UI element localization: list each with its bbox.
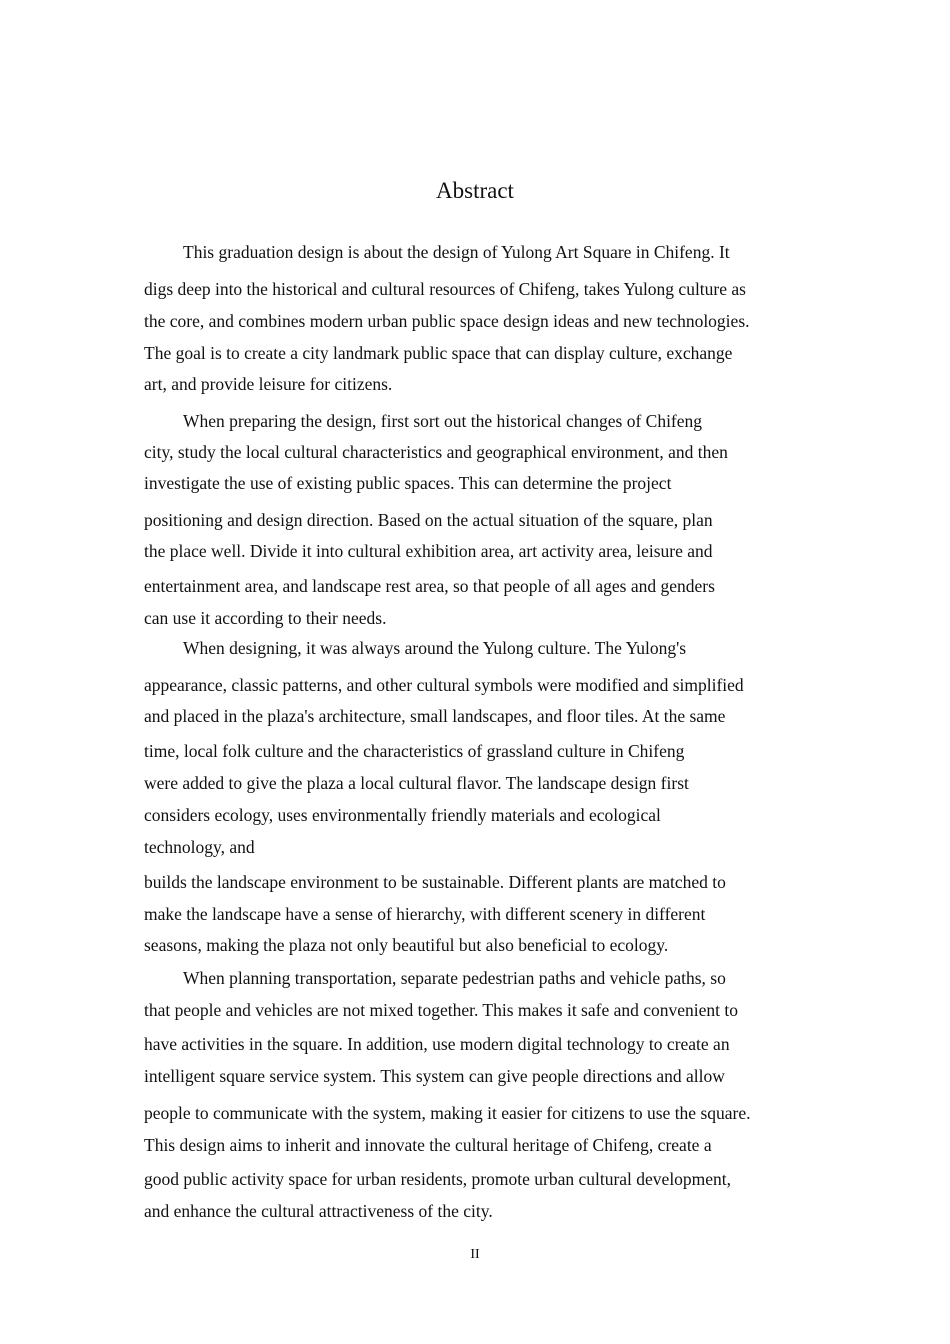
body-line: This graduation design is about the design of Yulong Art Square in Chifeng. It: [183, 242, 730, 262]
body-line: technology, and: [144, 837, 255, 857]
body-line: were added to give the plaza a local cultural flavor. The landscape design first: [144, 773, 689, 793]
body-line: have activities in the square. In addition, use modern digital technology to create an: [144, 1034, 730, 1054]
body-line: city, study the local cultural characteristics and geographical environment, and then: [144, 442, 728, 462]
body-line: can use it according to their needs.: [144, 608, 387, 628]
body-line: that people and vehicles are not mixed together. This makes it safe and convenient to: [144, 1000, 739, 1020]
body-line: the core, and combines modern urban public space design ideas and new technologies.: [144, 311, 750, 331]
body-line: appearance, classic patterns, and other cultural symbols were modified and simplified: [144, 675, 744, 695]
body-line: This design aims to inherit and innovate the cultural heritage of Chifeng, create a: [144, 1135, 712, 1155]
body-line: and placed in the plaza's architecture, small landscapes, and floor tiles. At the same: [144, 706, 726, 726]
body-line: positioning and design direction. Based on the actual situation of the square, plan: [144, 510, 713, 530]
page-number: II: [470, 1247, 480, 1262]
body-line: When designing, it was always around the Yulong culture. The Yulong's: [183, 638, 687, 658]
body-line: seasons, making the plaza not only beautiful but also beneficial to ecology.: [144, 935, 669, 955]
body-line: time, local folk culture and the characteristics of grassland culture in Chifeng: [144, 741, 685, 761]
body-line: intelligent square service system. This system can give people directions and allow: [144, 1066, 725, 1086]
body-line: investigate the use of existing public spaces. This can determine the project: [144, 473, 672, 493]
page-title: Abstract: [436, 178, 514, 203]
body-line: people to communicate with the system, making it easier for citizens to use the square.: [144, 1103, 751, 1123]
body-line: entertainment area, and landscape rest area, so that people of all ages and genders: [144, 576, 715, 596]
body-line: and enhance the cultural attractiveness of the city.: [144, 1201, 493, 1221]
body-line: When preparing the design, first sort out the historical changes of Chifeng: [183, 411, 703, 431]
body-line: The goal is to create a city landmark public space that can display culture, exchange: [144, 343, 733, 363]
body-line: make the landscape have a sense of hierarchy, with different scenery in different: [144, 904, 706, 924]
body-line: When planning transportation, separate pedestrian paths and vehicle paths, so: [183, 968, 726, 988]
body-line: digs deep into the historical and cultural resources of Chifeng, takes Yulong culture as: [144, 279, 746, 299]
body-line: builds the landscape environment to be sustainable. Different plants are matched to: [144, 872, 726, 892]
body-line: the place well. Divide it into cultural exhibition area, art activity area, leisure and: [144, 541, 713, 561]
body-line: good public activity space for urban residents, promote urban cultural development,: [144, 1169, 732, 1189]
body-line: art, and provide leisure for citizens.: [144, 374, 393, 394]
body-line: considers ecology, uses environmentally friendly materials and ecological: [144, 805, 661, 825]
